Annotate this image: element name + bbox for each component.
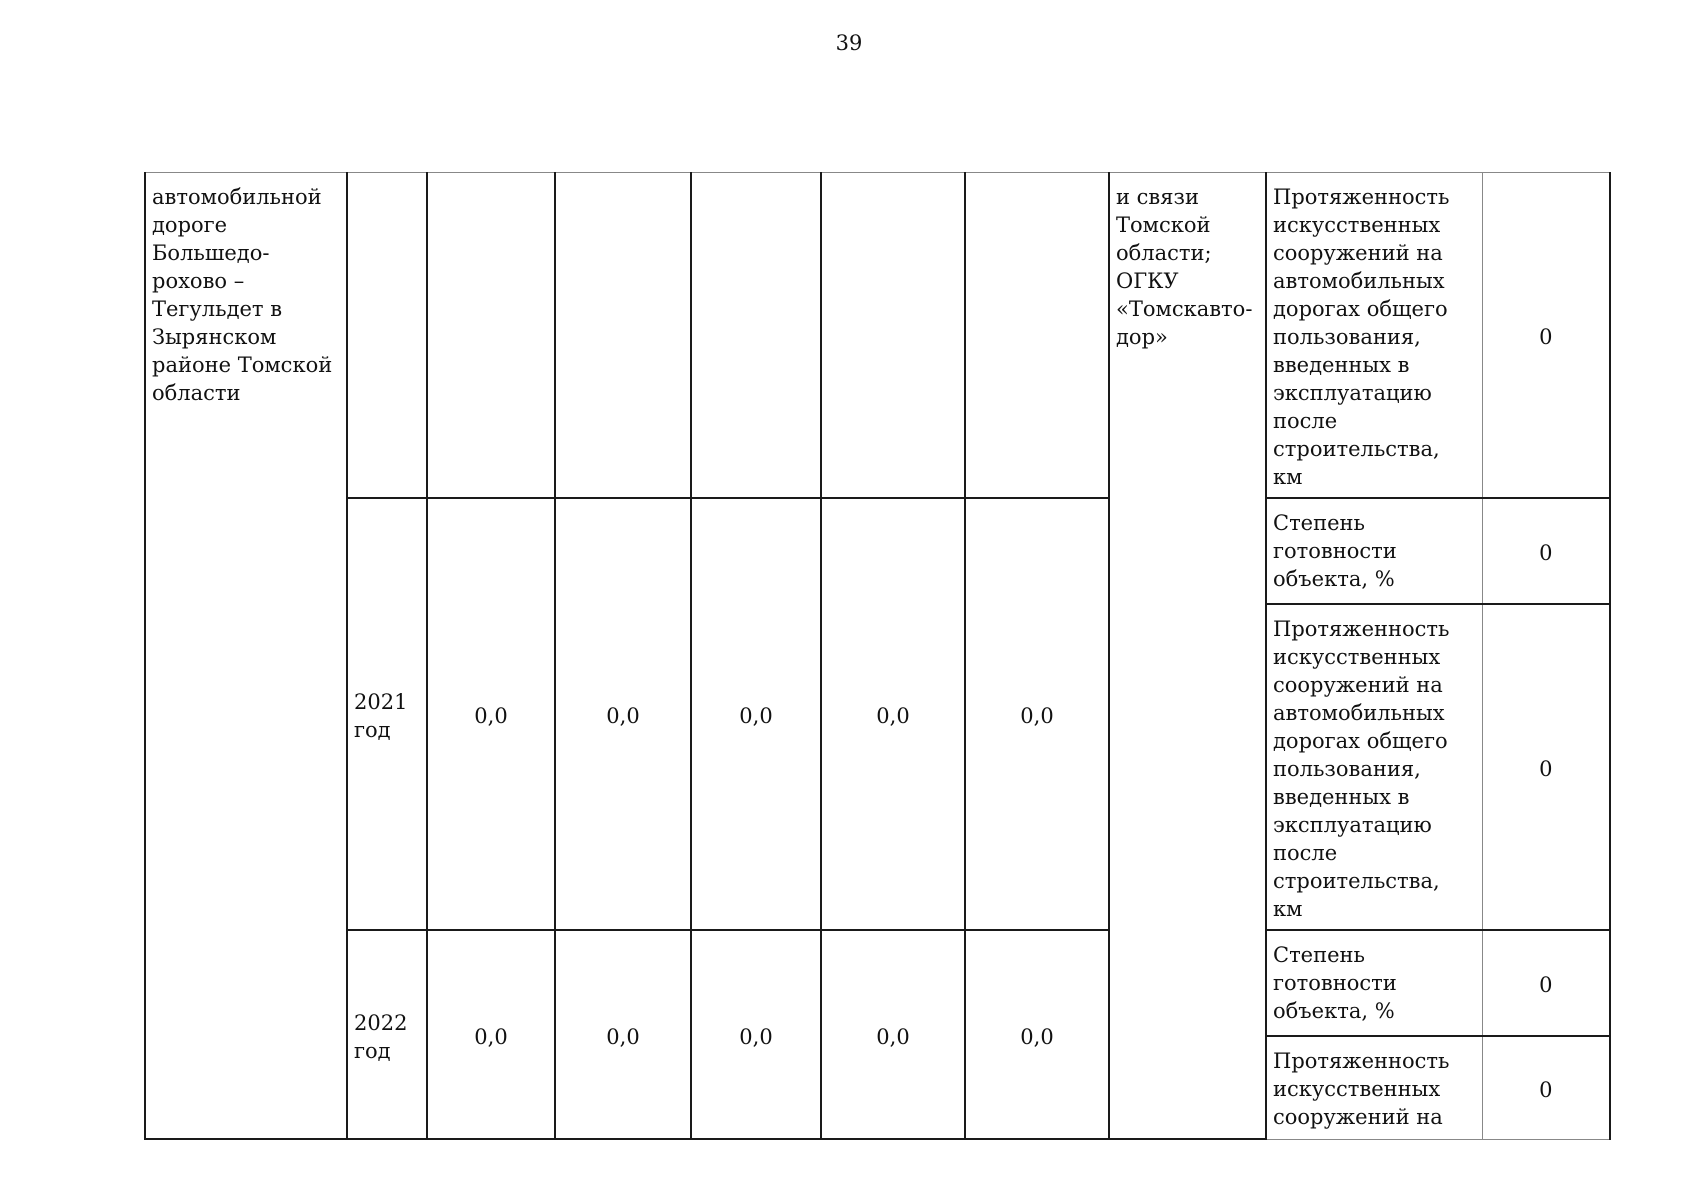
value-cell [965,173,1109,499]
year-cell: 2022 год [347,930,427,1139]
value-cell: 0,0 [691,930,821,1139]
value-cell: 0,0 [965,930,1109,1139]
program-table [144,172,1611,1140]
indicator-value-cell: 0 [1482,498,1610,604]
indicator-name-cell: Степень готовности объекта, % [1266,930,1482,1036]
indicator-value-cell: 0 [1482,173,1610,499]
year-cell: 2021 год [347,498,427,930]
value-cell: 0,0 [555,930,691,1139]
indicator-name-cell: Протяженность искусственных сооружений на [1266,1036,1482,1139]
indicator-name-cell: Степень готовности объекта, % [1266,498,1482,604]
executor-cell: и связи Томской области; ОГКУ «Томскавто- дор» [1109,173,1266,1140]
indicator-name-cell: Протяженность искусственных сооружений на автомобильных дорогах общего пользования, введенных в эксплуатацию после строительства, км [1266,173,1482,499]
value-cell [821,173,965,499]
value-cell: 0,0 [427,930,555,1139]
value-cell [555,173,691,499]
year-cell [347,173,427,499]
value-cell: 0,0 [965,498,1109,930]
value-cell: 0,0 [821,930,965,1139]
object-name-cell: автомобильной дороге Большедо- рохово – Тегульдет в Зырянском районе Томской области [145,173,347,1140]
indicator-value-cell: 0 [1482,930,1610,1036]
page-number: 39 [835,31,863,55]
indicator-value-cell: 0 [1482,1036,1610,1139]
value-cell [427,173,555,499]
indicator-value-cell: 0 [1482,604,1610,930]
value-cell: 0,0 [821,498,965,930]
value-cell: 0,0 [691,498,821,930]
value-cell [691,173,821,499]
value-cell: 0,0 [427,498,555,930]
value-cell: 0,0 [555,498,691,930]
indicator-name-cell: Протяженность искусственных сооружений на автомобильных дорогах общего пользования, введенных в эксплуатацию после строительства, км [1266,604,1482,930]
